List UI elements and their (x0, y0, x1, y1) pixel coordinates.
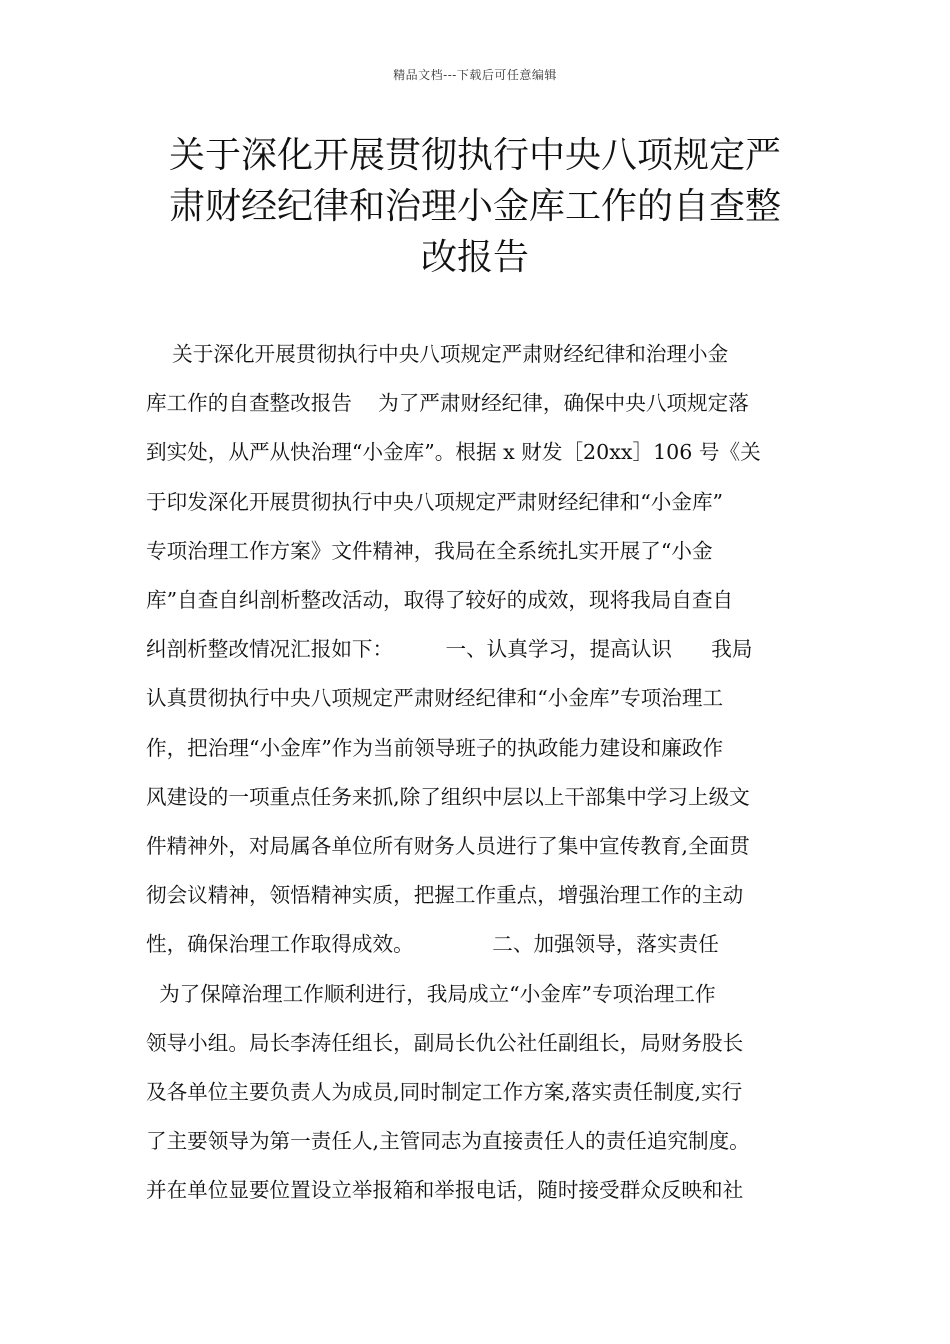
body-line: 领导小组。局长李涛任组长，副局长仇公社任副组长，局财务股长 (146, 1030, 744, 1055)
body-line: 纠剖析整改情况汇报如下： 一、认真学习，提高认识 我局 (146, 637, 753, 662)
body-line: 库”自查自纠剖析整改活动，取得了较好的成效，现将我局自查自 (146, 588, 734, 613)
body-line: 性，确保治理工作取得成效。 二、加强领导，落实责任 (146, 932, 719, 957)
document-title (140, 130, 810, 283)
body-line: 到实处，从严从快治理“小金库”。根据 x 财发［20xx］106 号《关 (146, 440, 761, 465)
body-line: 专项治理工作方案》文件精神，我局在全系统扎实开展了“小金 (146, 538, 713, 563)
title-line: 关于深化开展贯彻执行中央八项规定严 (168, 135, 781, 176)
body-line: 于印发深化开展贯彻执行中央八项规定严肃财经纪律和“小金库” (146, 489, 724, 514)
body-line: 库工作的自查整改报告 为了严肃财经纪律，确保中央八项规定落 (146, 391, 749, 416)
header-note: 精品文档---下载后可任意编辑 (393, 68, 557, 82)
body-line: 作，把治理“小金库”作为当前领导班子的执政能力建设和廉政作 (146, 735, 724, 760)
body-line: 了主要领导为第一责任人,主管同志为直接责任人的责任追究制度。 (146, 1129, 750, 1154)
body-line: 关于深化开展贯彻执行中央八项规定严肃财经纪律和治理小金 (146, 342, 729, 366)
document-body (146, 330, 810, 1216)
title-line: 肃财经纪律和治理小金库工作的自查整 (168, 186, 781, 227)
body-line: 彻会议精神，领悟精神实质，把握工作重点，增强治理工作的主动 (146, 883, 744, 908)
body-line: 风建设的一项重点任务来抓,除了组织中层以上干部集中学习上级文 (146, 784, 750, 809)
title-line: 改报告 (420, 237, 529, 278)
body-line: 件精神外，对局属各单位所有财务人员进行了集中宣传教育,全面贯 (146, 834, 750, 859)
body-line: 并在单位显要位置设立举报箱和举报电话，随时接受群众反映和社 (146, 1178, 744, 1203)
body-line: 认真贯彻执行中央八项规定严肃财经纪律和“小金库”专项治理工 (146, 686, 724, 711)
body-line: 为了保障治理工作顺利进行，我局成立“小金库”专项治理工作 (146, 981, 716, 1006)
body-line: 及各单位主要负责人为成员,同时制定工作方案,落实责任制度,实行 (146, 1080, 743, 1105)
